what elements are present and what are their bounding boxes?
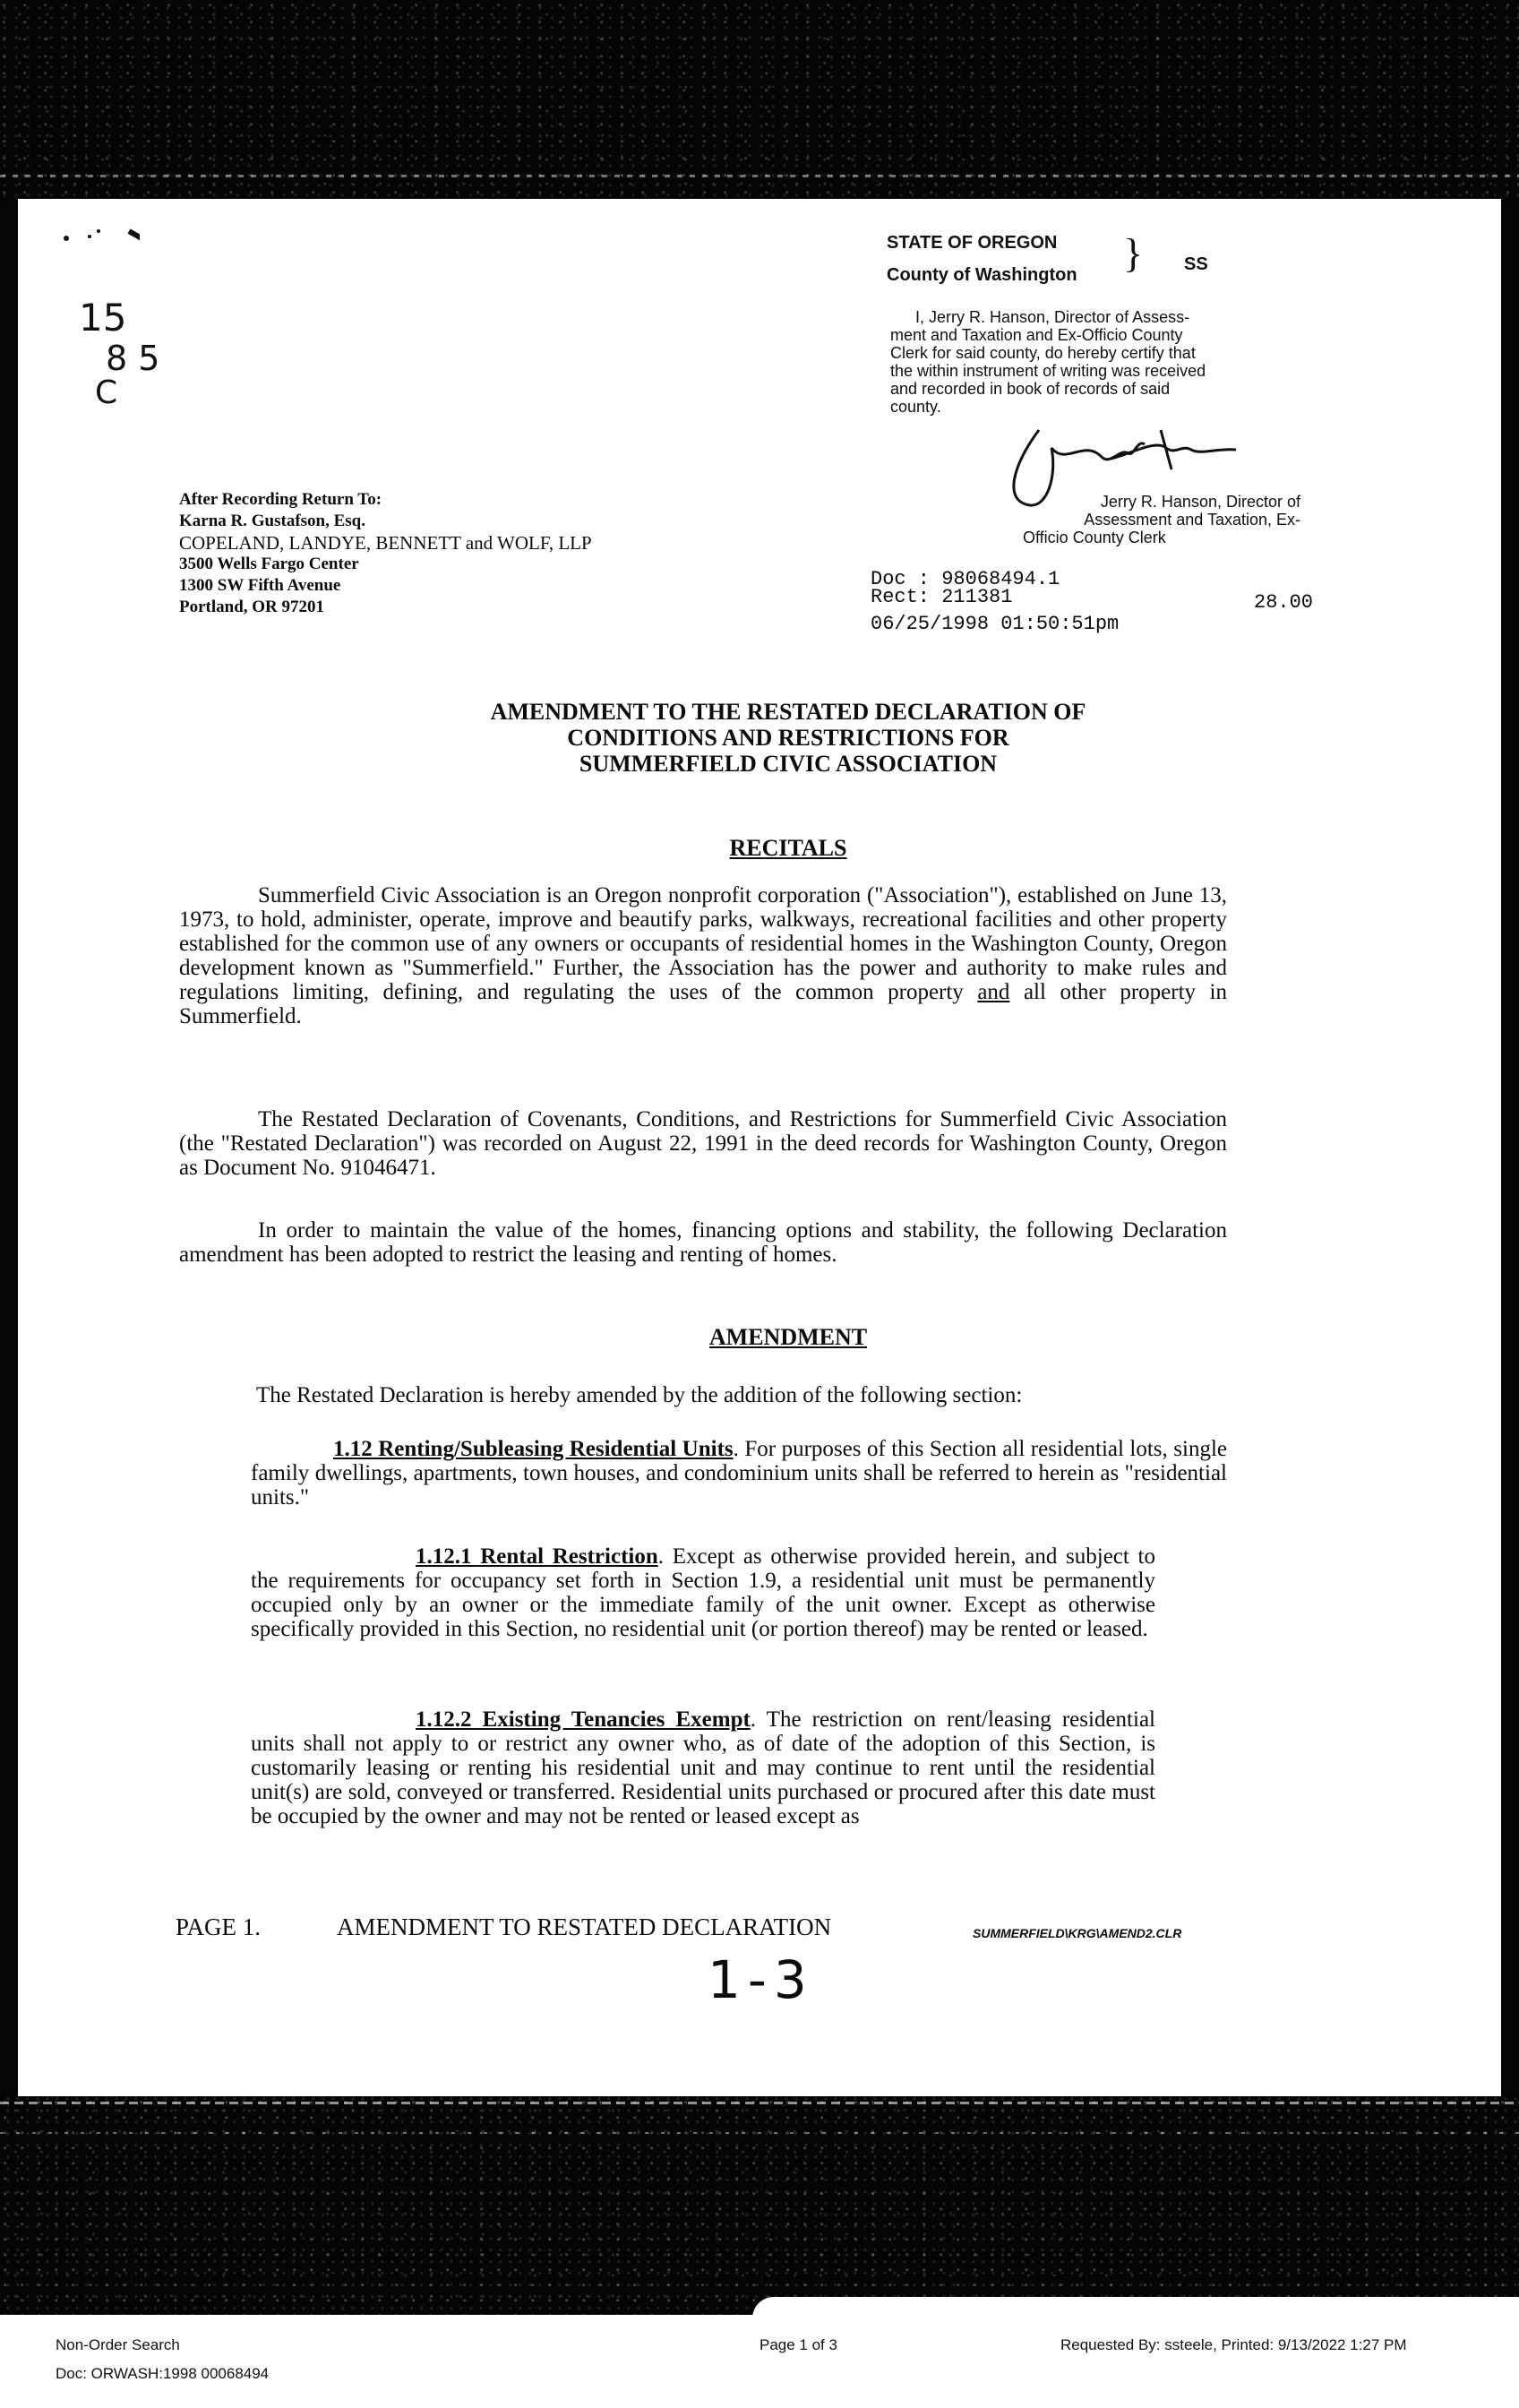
page-footer-number: PAGE 1. bbox=[176, 1914, 262, 1940]
stamp-signer: Jerry R. Hanson, Director of Assessment and Taxation, Ex- Officio County Clerk bbox=[1023, 493, 1300, 546]
stamp-fee: 28.00 bbox=[1254, 591, 1314, 614]
footer-search-type: Non-Order Search bbox=[56, 2336, 180, 2353]
handwritten-mark-c: C bbox=[95, 374, 118, 411]
footer-print-info: Requested By: ssteele, Printed: 9/13/2022 1:27 PM bbox=[1060, 2336, 1407, 2353]
scan-border-left bbox=[0, 199, 18, 2096]
handwritten-page-number: 1-3 bbox=[708, 1949, 814, 2010]
section-1-12-2: 1.12.2 Existing Tenancies Exempt. The restriction on rent/leasing residential units shall not apply to or restrict any owner who, as of date of the adoption of this Section, is customarily leasing or renting his residential unit and may continue to rent until the residential unit(s) are sold, conveyed or transferred. Residential units purchased or procured after this date must be occupied by the owner and may not be rented or leased except as bbox=[251, 1707, 1155, 1828]
section-1-12-1: 1.12.1 Rental Restriction. Except as otherwise provided herein, and subject to the requirements for occupancy set forth in Section 1.9, a residential unit must be permanently occupied only by an owner or the immediate family of the unit owner. Except as otherwise specifically provided in this Section, no residential unit (or portion thereof) may be rented or leased. bbox=[251, 1544, 1155, 1641]
section-1-12-2-title: 1.12.2 Existing Tenancies Exempt bbox=[416, 1707, 751, 1732]
footer-doc-id: Doc: ORWASH:1998 00068494 bbox=[56, 2365, 270, 2382]
page-footer-label: AMENDMENT TO RESTATED DECLARATION bbox=[337, 1914, 832, 1940]
stamp-county: County of Washington bbox=[887, 265, 1077, 285]
scan-noise-bottom bbox=[0, 2096, 1519, 2315]
stamp-brace: } bbox=[1123, 230, 1144, 276]
amendment-intro: The Restated Declaration is hereby amended by the addition of the following section: bbox=[256, 1383, 1023, 1407]
section-1-12: 1.12 Renting/Subleasing Residential Units. For purposes of this Section all residential lots, single family dwellings, apartments, town houses, and condominium units shall be referred to herein as "residential units." bbox=[251, 1437, 1227, 1509]
amendment-heading: AMENDMENT bbox=[708, 1324, 868, 1350]
page-footer-file-code: SUMMERFIELD\KRG\AMEND2.CLR bbox=[973, 1926, 1182, 1940]
recitals-paragraph-1: Summerfield Civic Association is an Oregon nonprofit corporation ("Association"), established on June 13, 1973, to hold, administer, operate, improve and beautify parks, walkways, recreational facilities and other property established for the common use of any owners or occupants of residential homes in the Washington County, Oregon development known as "Summerfield." Further, the Association has the power and authority to make rules and regulations limiting, defining, and regulating the uses of the common property and all other property in Summerfield. bbox=[179, 883, 1227, 1028]
margin-dots bbox=[59, 217, 140, 244]
viewer-footer-area bbox=[0, 2315, 1519, 2408]
footer-page-indicator: Page 1 of 3 bbox=[760, 2336, 837, 2353]
return-to-block: After Recording Return To: Karna R. Gustafson, Esq. COPELAND, LANDYE, BENNETT and WOLF, LLP 3500 Wells Fargo Center 1300 SW Fifth Avenue Portland, OR 97201 bbox=[179, 490, 592, 616]
stamp-receipt: Rect: 211381 bbox=[871, 586, 1013, 608]
stamp-doc-number: Doc : 98068494.1 bbox=[871, 568, 1060, 590]
scan-noise-top bbox=[0, 0, 1519, 199]
handwritten-mark-85: 8 5 bbox=[106, 339, 160, 378]
section-1-12-1-title: 1.12.1 Rental Restriction bbox=[416, 1544, 658, 1569]
recitals-paragraph-3: In order to maintain the value of the homes, financing options and stability, the following Declaration amendment has been adopted to restrict the leasing and renting of homes. bbox=[179, 1218, 1227, 1267]
recitals-paragraph-2: The Restated Declaration of Covenants, Conditions, and Restrictions for Summerfield Civic Association (the "Restated Declaration") was recorded on August 22, 1991 in the deed records for Washington County, Oregon as Document No. 91046471. bbox=[179, 1107, 1227, 1180]
stamp-ss: SS bbox=[1184, 254, 1208, 274]
section-1-12-title: 1.12 Renting/Subleasing Residential Units bbox=[333, 1437, 734, 1461]
stamp-timestamp: 06/25/1998 01:50:51pm bbox=[871, 613, 1120, 635]
stamp-certification: I, Jerry R. Hanson, Director of Assess- ment and Taxation and Ex-Officio County Clerk for said county, do hereby certify that the within instrument of writing was received and recorded in book of records of said county. bbox=[890, 308, 1206, 416]
handwritten-mark-15: 15 bbox=[79, 296, 127, 340]
recitals-heading: RECITALS bbox=[729, 835, 847, 861]
scan-border-right bbox=[1501, 199, 1519, 2096]
stamp-state: STATE OF OREGON bbox=[887, 233, 1058, 253]
document-title: AMENDMENT TO THE RESTATED DECLARATION OF CONDITIONS AND RESTRICTIONS FOR SUMMERFIELD CIVIC ASSOCIATION bbox=[490, 699, 1086, 777]
